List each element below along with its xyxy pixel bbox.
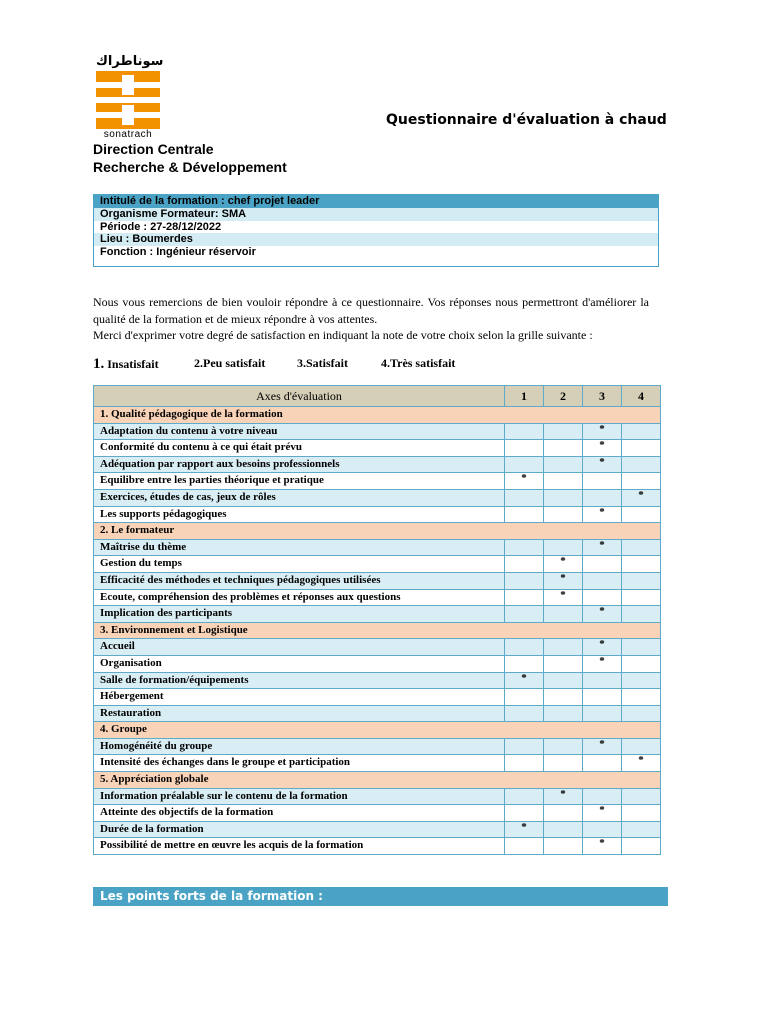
table-row: [94, 539, 661, 556]
criterion-label: Exercices, études de cas, jeux de rôles: [94, 489, 505, 506]
score-cell-4[interactable]: [622, 539, 661, 556]
section-row: [94, 407, 661, 424]
score-cell-1[interactable]: [505, 440, 544, 457]
score-cell-2[interactable]: [544, 655, 583, 672]
section-row: [94, 523, 661, 540]
score-cell-1[interactable]: [505, 705, 544, 722]
strengths-section-title: Les points forts de la formation :: [93, 887, 668, 906]
score-cell-1[interactable]: *: [505, 473, 544, 490]
score-cell-1[interactable]: *: [505, 672, 544, 689]
criterion-label: Les supports pédagogiques: [94, 506, 505, 523]
score-cell-3[interactable]: *: [583, 655, 622, 672]
intro-text: [93, 294, 649, 344]
score-cell-3[interactable]: [583, 556, 622, 573]
direction-line-2: Recherche & Développement: [93, 159, 287, 175]
score-cell-4[interactable]: [622, 738, 661, 755]
score-cell-1[interactable]: [505, 838, 544, 855]
score-cell-4[interactable]: [622, 672, 661, 689]
training-function: Fonction : Ingénieur réservoir: [100, 246, 256, 259]
table-row: [94, 556, 661, 573]
section-label: 4. Groupe: [94, 722, 661, 739]
section-row: [94, 622, 661, 639]
scale-number-1: 1.: [93, 356, 105, 372]
score-cell-3[interactable]: *: [583, 423, 622, 440]
training-organizer: Organisme Formateur: SMA: [94, 208, 658, 221]
score-cell-3[interactable]: *: [583, 539, 622, 556]
header-score-2: 2: [544, 386, 583, 407]
score-cell-2[interactable]: [544, 672, 583, 689]
score-cell-4[interactable]: [622, 589, 661, 606]
score-cell-4[interactable]: [622, 506, 661, 523]
criterion-label: Implication des participants: [94, 606, 505, 623]
table-row: [94, 738, 661, 755]
score-cell-3[interactable]: *: [583, 456, 622, 473]
score-cell-3[interactable]: [583, 572, 622, 589]
score-cell-1[interactable]: [505, 589, 544, 606]
score-cell-4[interactable]: [622, 473, 661, 490]
score-cell-2[interactable]: [544, 738, 583, 755]
table-row: [94, 423, 661, 440]
section-label: 5. Appréciation globale: [94, 772, 661, 789]
section-label: 2. Le formateur: [94, 523, 661, 540]
scale-label-1: Insatisfait: [104, 357, 159, 371]
scale-item-1: [93, 356, 159, 373]
score-cell-3[interactable]: [583, 589, 622, 606]
score-cell-2[interactable]: [544, 821, 583, 838]
score-cell-2[interactable]: *: [544, 556, 583, 573]
scale-item-2: 2.Peu satisfait: [194, 356, 266, 370]
score-cell-1[interactable]: [505, 788, 544, 805]
criterion-label: Efficacité des méthodes et techniques pédagogiques utilisées: [94, 572, 505, 589]
table-row: [94, 489, 661, 506]
score-cell-4[interactable]: [622, 572, 661, 589]
direction-line-1: Direction Centrale: [93, 141, 214, 157]
header-score-3: 3: [583, 386, 622, 407]
score-cell-4[interactable]: [622, 788, 661, 805]
score-cell-3[interactable]: *: [583, 440, 622, 457]
sonatrach-emblem-icon: [96, 71, 160, 129]
header-score-4: 4: [622, 386, 661, 407]
score-cell-2[interactable]: [544, 440, 583, 457]
table-row: [94, 572, 661, 589]
score-cell-1[interactable]: [505, 556, 544, 573]
score-cell-4[interactable]: [622, 705, 661, 722]
score-cell-4[interactable]: [622, 606, 661, 623]
score-cell-3[interactable]: [583, 821, 622, 838]
score-cell-2[interactable]: [544, 689, 583, 706]
score-cell-1[interactable]: [505, 456, 544, 473]
criterion-label: Gestion du temps: [94, 556, 505, 573]
score-cell-1[interactable]: [505, 639, 544, 656]
score-cell-2[interactable]: [544, 506, 583, 523]
evaluation-table-body: [94, 407, 661, 855]
criterion-label: Salle de formation/équipements: [94, 672, 505, 689]
score-cell-3[interactable]: [583, 788, 622, 805]
criterion-label: Adaptation du contenu à votre niveau: [94, 423, 505, 440]
score-cell-2[interactable]: [544, 489, 583, 506]
logo-latin-text: sonatrach: [103, 129, 153, 140]
document-title: Questionnaire d'évaluation à chaud: [386, 112, 667, 128]
score-cell-1[interactable]: [505, 423, 544, 440]
score-cell-4[interactable]: [622, 655, 661, 672]
criterion-label: Intensité des échanges dans le groupe et participation: [94, 755, 505, 772]
score-cell-4[interactable]: [622, 805, 661, 822]
score-cell-4[interactable]: *: [622, 755, 661, 772]
score-cell-4[interactable]: [622, 440, 661, 457]
table-row: [94, 606, 661, 623]
score-cell-2[interactable]: [544, 606, 583, 623]
score-cell-2[interactable]: [544, 805, 583, 822]
table-row: [94, 788, 661, 805]
table-row: [94, 440, 661, 457]
intro-paragraph-2: Merci d'exprimer votre degré de satisfaction en indiquant la note de votre choix selon la grille suivante :: [93, 328, 593, 342]
training-period: Période : 27-28/12/2022: [100, 220, 222, 233]
score-cell-2[interactable]: [544, 705, 583, 722]
score-cell-1[interactable]: [505, 755, 544, 772]
sonatrach-logo: [92, 55, 164, 145]
score-cell-3[interactable]: [583, 672, 622, 689]
section-label: 1. Qualité pédagogique de la formation: [94, 407, 661, 424]
table-row: [94, 755, 661, 772]
score-cell-3[interactable]: *: [583, 506, 622, 523]
score-cell-3[interactable]: [583, 689, 622, 706]
score-cell-3[interactable]: *: [583, 738, 622, 755]
criterion-label: Information préalable sur le contenu de la formation: [94, 788, 505, 805]
score-cell-4[interactable]: [622, 838, 661, 855]
score-cell-2[interactable]: [544, 423, 583, 440]
score-cell-1[interactable]: [505, 539, 544, 556]
score-cell-1[interactable]: [505, 572, 544, 589]
table-row: [94, 506, 661, 523]
score-cell-4[interactable]: [622, 639, 661, 656]
training-info-box: [93, 194, 659, 267]
scale-item-3: 3.Satisfait: [297, 356, 348, 370]
criterion-label: Equilibre entre les parties théorique et pratique: [94, 473, 505, 490]
criterion-label: Atteinte des objectifs de la formation: [94, 805, 505, 822]
table-row: [94, 655, 661, 672]
header-score-1: 1: [505, 386, 544, 407]
score-cell-2[interactable]: [544, 473, 583, 490]
table-row: [94, 821, 661, 838]
section-label: 3. Environnement et Logistique: [94, 622, 661, 639]
table-row: [94, 589, 661, 606]
score-cell-2[interactable]: *: [544, 589, 583, 606]
logo-arabic-text: سوناطراك: [96, 54, 164, 69]
criterion-label: Hébergement: [94, 689, 505, 706]
score-cell-3[interactable]: [583, 755, 622, 772]
score-cell-2[interactable]: *: [544, 572, 583, 589]
score-cell-4[interactable]: [622, 556, 661, 573]
score-cell-1[interactable]: [505, 655, 544, 672]
table-row: [94, 473, 661, 490]
score-cell-1[interactable]: [505, 805, 544, 822]
score-cell-1[interactable]: [505, 506, 544, 523]
score-cell-2[interactable]: [544, 539, 583, 556]
intro-paragraph-1: Nous vous remercions de bien vouloir répondre à ce questionnaire. Vos réponses nous permettront d'améliorer la qualité de la formation et de mieux répondre à vos attentes.: [93, 295, 649, 326]
score-cell-4[interactable]: [622, 689, 661, 706]
score-cell-3[interactable]: *: [583, 838, 622, 855]
table-row: [94, 672, 661, 689]
score-cell-3[interactable]: *: [583, 639, 622, 656]
section-row: [94, 772, 661, 789]
score-cell-1[interactable]: [505, 489, 544, 506]
score-cell-1[interactable]: [505, 738, 544, 755]
score-cell-3[interactable]: *: [583, 606, 622, 623]
table-row: [94, 639, 661, 656]
score-cell-2[interactable]: [544, 639, 583, 656]
score-cell-4[interactable]: [622, 423, 661, 440]
table-row: [94, 689, 661, 706]
table-row: [94, 456, 661, 473]
score-cell-2[interactable]: [544, 838, 583, 855]
training-location: Lieu : Boumerdes: [94, 233, 658, 246]
criterion-label: Homogénéité du groupe: [94, 738, 505, 755]
header-axes: Axes d'évaluation: [94, 386, 505, 407]
score-cell-3[interactable]: *: [583, 805, 622, 822]
criterion-label: Accueil: [94, 639, 505, 656]
score-cell-4[interactable]: *: [622, 489, 661, 506]
score-cell-3[interactable]: [583, 473, 622, 490]
table-header-row: [94, 386, 661, 407]
table-row: [94, 705, 661, 722]
criterion-label: Organisation: [94, 655, 505, 672]
criterion-label: Conformité du contenu à ce qui était prévu: [94, 440, 505, 457]
score-cell-2[interactable]: *: [544, 788, 583, 805]
table-row: [94, 838, 661, 855]
criterion-label: Possibilité de mettre en œuvre les acquis de la formation: [94, 838, 505, 855]
table-row: [94, 805, 661, 822]
criterion-label: Ecoute, compréhension des problèmes et réponses aux questions: [94, 589, 505, 606]
criterion-label: Maîtrise du thème: [94, 539, 505, 556]
score-cell-2[interactable]: [544, 755, 583, 772]
score-cell-1[interactable]: *: [505, 821, 544, 838]
scale-item-4: 4.Très satisfait: [381, 356, 456, 370]
score-cell-1[interactable]: [505, 689, 544, 706]
criterion-label: Restauration: [94, 705, 505, 722]
score-cell-3[interactable]: [583, 705, 622, 722]
criterion-label: Durée de la formation: [94, 821, 505, 838]
score-cell-1[interactable]: [505, 606, 544, 623]
score-cell-4[interactable]: [622, 821, 661, 838]
section-row: [94, 722, 661, 739]
criterion-label: Adéquation par rapport aux besoins professionnels: [94, 456, 505, 473]
score-cell-3[interactable]: [583, 489, 622, 506]
score-cell-2[interactable]: [544, 456, 583, 473]
evaluation-table: [93, 385, 661, 855]
training-title: Intitulé de la formation : chef projet leader: [94, 195, 658, 208]
score-cell-4[interactable]: [622, 456, 661, 473]
